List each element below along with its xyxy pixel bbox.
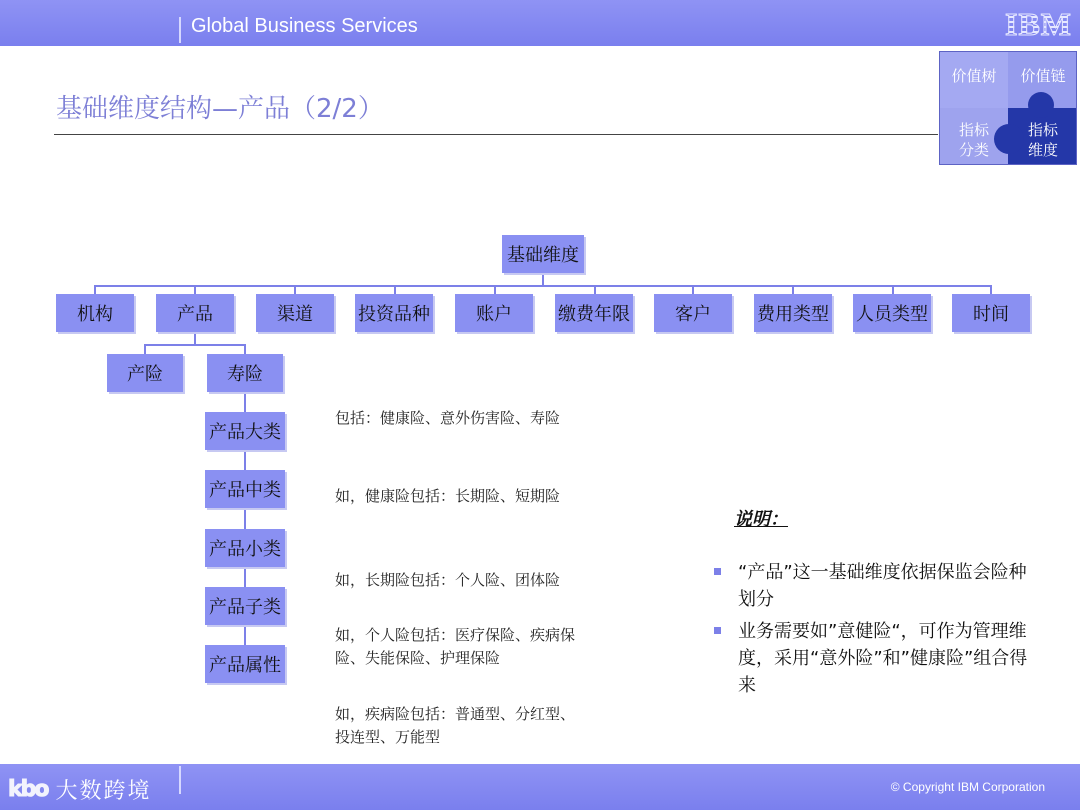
insurance-type-node: 寿险	[207, 354, 283, 392]
dimension-node: 时间	[952, 294, 1030, 332]
watermark-text: 大数跨境	[55, 779, 152, 804]
product-level-node: 产品小类	[205, 529, 285, 567]
note-bullet-list	[714, 559, 1044, 704]
header-title: Global Business Services	[191, 15, 418, 37]
note-bullet	[714, 559, 1044, 613]
page-title: 基础维度结构—产品（2/2）	[56, 94, 384, 124]
watermark-logo: kbo	[8, 777, 48, 802]
description-text: 如，健康险包括：长期险、短期险	[335, 487, 561, 505]
connector-level1-bus	[94, 285, 992, 287]
dimension-node: 客户	[654, 294, 732, 332]
connector-drop	[294, 285, 296, 294]
note-bullet-text: 业务需要如”意健险“，可作为管理维度，采用“意外险”和”健康险”组合得来	[738, 621, 1028, 696]
footer-separator	[179, 766, 181, 794]
connector-chain	[244, 508, 246, 529]
description-text: 如，长期险包括：个人险、团体险	[335, 571, 561, 589]
puzzle-label-top-right: 价值链	[1020, 67, 1066, 85]
puzzle-label-top-left: 价值树	[951, 67, 997, 85]
note-heading: 说明：	[734, 509, 788, 530]
connector-level2-bus	[144, 344, 246, 346]
connector-drop	[692, 285, 694, 294]
copyright-text: © Copyright IBM Corporation	[890, 780, 1045, 794]
note-bullet	[714, 618, 1044, 699]
connector-drop	[892, 285, 894, 294]
description-text: 包括：健康险、意外伤害险、寿险	[335, 409, 561, 427]
bullet-square-icon	[714, 627, 721, 634]
header-bar	[0, 0, 1080, 46]
dimension-node: 人员类型	[853, 294, 931, 332]
tree-root-node: 基础维度	[502, 235, 584, 273]
connector-drop	[990, 285, 992, 294]
puzzle-label-bottom-right: 指标 维度	[1027, 121, 1058, 159]
ibm-logo: IBM	[1005, 6, 1072, 42]
connector-chain	[244, 450, 246, 470]
connector-drop	[594, 285, 596, 294]
note-bullet-text: “产品”这一基础维度依据保监会险种划分	[738, 562, 1027, 610]
bullet-square-icon	[714, 568, 721, 575]
connector-drop	[194, 285, 196, 294]
product-level-node: 产品属性	[205, 645, 285, 683]
product-level-node: 产品中类	[205, 470, 285, 508]
insurance-type-node: 产险	[107, 354, 183, 392]
connector-drop	[94, 285, 96, 294]
connector-drop	[394, 285, 396, 294]
puzzle-graphic	[939, 51, 1077, 165]
dimension-node: 机构	[56, 294, 134, 332]
dimension-node: 渠道	[256, 294, 334, 332]
dimension-node: 产品	[156, 294, 234, 332]
footer-bar	[0, 764, 1080, 810]
product-level-node: 产品大类	[205, 412, 285, 450]
dimension-node: 账户	[455, 294, 533, 332]
connector-chain	[244, 567, 246, 587]
connector-drop	[144, 344, 146, 354]
puzzle-label-bottom-left: 指标 分类	[958, 121, 989, 159]
connector-drop	[792, 285, 794, 294]
title-divider	[54, 134, 938, 135]
description-text: 如，疾病险包括：普通型、分红型、 投连型、万能型	[335, 705, 576, 746]
puzzle-knob	[1028, 92, 1054, 118]
connector-chain	[244, 625, 246, 645]
dimension-node: 缴费年限	[555, 294, 633, 332]
connector-chain	[244, 392, 246, 412]
connector-drop	[494, 285, 496, 294]
header-separator	[179, 17, 181, 43]
dimension-node: 投资品种	[355, 294, 433, 332]
product-level-node: 产品子类	[205, 587, 285, 625]
description-text: 如，个人险包括：医疗保险、疾病保 险、失能保险、护理保险	[335, 626, 576, 667]
connector-drop	[244, 344, 246, 354]
watermark	[8, 774, 152, 805]
dimension-node: 费用类型	[754, 294, 832, 332]
